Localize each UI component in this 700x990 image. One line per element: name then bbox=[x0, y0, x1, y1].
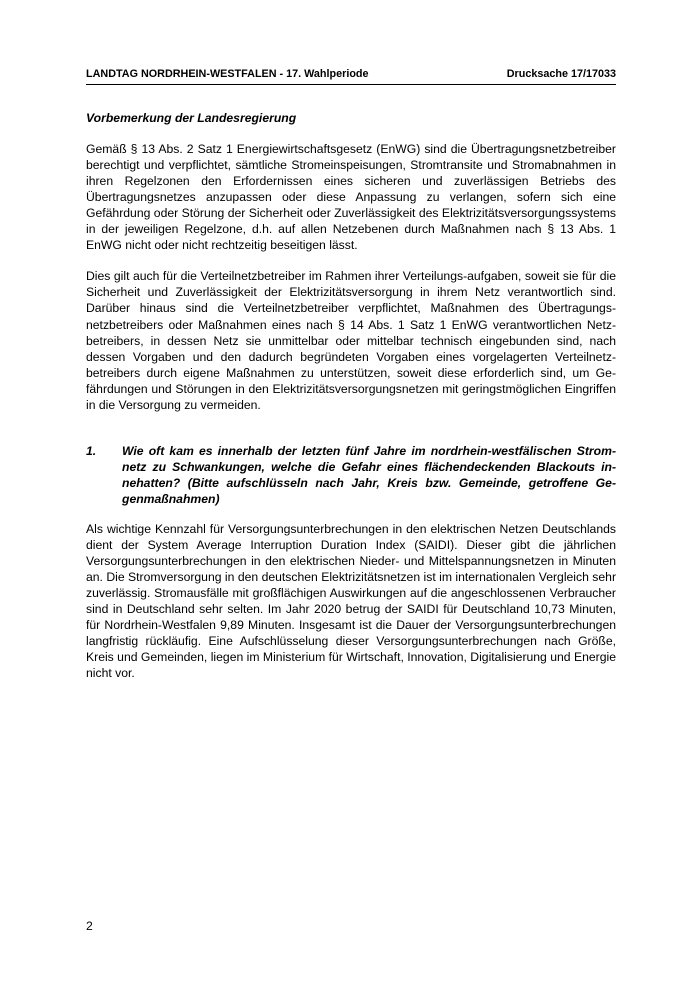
running-header bbox=[86, 67, 616, 83]
question-number: 1. bbox=[86, 443, 97, 458]
header-document-number: Drucksache 17/17033 bbox=[506, 68, 616, 80]
paragraph-distribution-operators: Dies gilt auch für die Verteilnetzbetreiber im Rahmen ihrer Verteilungs-aufgaben, soweit sie für die Sicherheit und Zuverlässigkeit der Elektrizitätsversorgung in ihrem Netz verantwortlich sind. Darüber hinaus sind die Verteilnetzbetreiber verpflichtet, Maßnahmen des Übertragungsnetzbetreibers oder Maßnahmen eines nach § 14 Abs. 1 Satz 1 EnWG verantwortlichen Netzbetreibers, in dessen Netz sie unmittelbar oder mittelbar technisch eingebunden sind, nach dessen Vorgaben und den dadurch begründeten Vorgaben eines vorgelagerten Verteilnetzbetreibers durch eigene Maßnahmen zu unterstützen, soweit diese erforderlich sind, um Gefährdungen und Störungen in den Elektrizitätsversorgungsnetzen mit geringstmöglichen Eingriffen in die Versorgung zu vermeiden. bbox=[86, 269, 616, 412]
page-number: 2 bbox=[86, 919, 93, 933]
paragraph-legal-basis: Gemäß § 13 Abs. 2 Satz 1 Energiewirtschaftsgesetz (EnWG) sind die Übertragungsnetzbetreiber berechtigt und verpflichtet, sämtliche Stromeinspeisungen, Stromtransite und Stromabnahmen in ihren Regelzonen den Erfordernissen eines sicheren und zuverlässigen Betriebs des Übertragungsnetzes anzupassen oder diese Anpassung zu verlangen, sofern sich eine Gefährdung oder Störung der Sicherheit oder Zuverlässigkeit des Elektrizitätsversorgungssystems in der jeweiligen Regelzone, d.h. auf allen Netzebenen durch Maßnahmen nach § 13 Abs. 1 EnWG nicht oder nicht rechtzeitig beseitigen lässt. bbox=[86, 142, 616, 253]
section-heading: Vorbemerkung der Landesregierung bbox=[86, 111, 297, 125]
question-block bbox=[86, 443, 616, 507]
answer-paragraph: Als wichtige Kennzahl für Versorgungsunterbrechungen in den elektrischen Netzen Deutschlands dient der System Average Interruption Duration Index (SAIDI). Dieser gibt die jährlichen Versorgungsunterbrechungen in den elektrischen Nieder- und Mittelspannungsnetzen in Minuten an. Die Stromversorgung in den deutschen Elektrizitätsnetzen ist im internationalen Vergleich sehr zuverlässig. Stromausfälle mit großflächigen Auswirkungen auf die angeschlossenen Verbraucher sind in Deutschland sehr selten. Im Jahr 2020 betrug der SAIDI für Deutschland 10,73 Minuten, für Nordrhein-Westfalen 9,89 Minuten. Insgesamt ist die Dauer der Versorgungsunterbrechungen langfristig rückläufig. Eine Aufschlüsselung dieser Versorgungsunterbrechungen nach Größe, Kreis und Gemeinden, liegen im Ministerium für Wirtschaft, Innovation, Digitalisierung und Energie nicht vor. bbox=[86, 521, 616, 681]
document-body bbox=[86, 110, 616, 681]
header-rule bbox=[86, 84, 616, 85]
header-parliament-title: LANDTAG NORDRHEIN-WESTFALEN - 17. Wahlperiode bbox=[86, 68, 369, 80]
question-text: Wie oft kam es innerhalb der letzten fünf Jahre im nordrhein-westfälischen Stromnetz zu Schwankungen, welche die Gefahr eines flächendeckenden Blackouts innehatten? (Bitte aufschlüsseln nach Jahr, Kreis bzw. Gemeinde, getroffene Gegenmaßnahmen) bbox=[122, 443, 616, 506]
